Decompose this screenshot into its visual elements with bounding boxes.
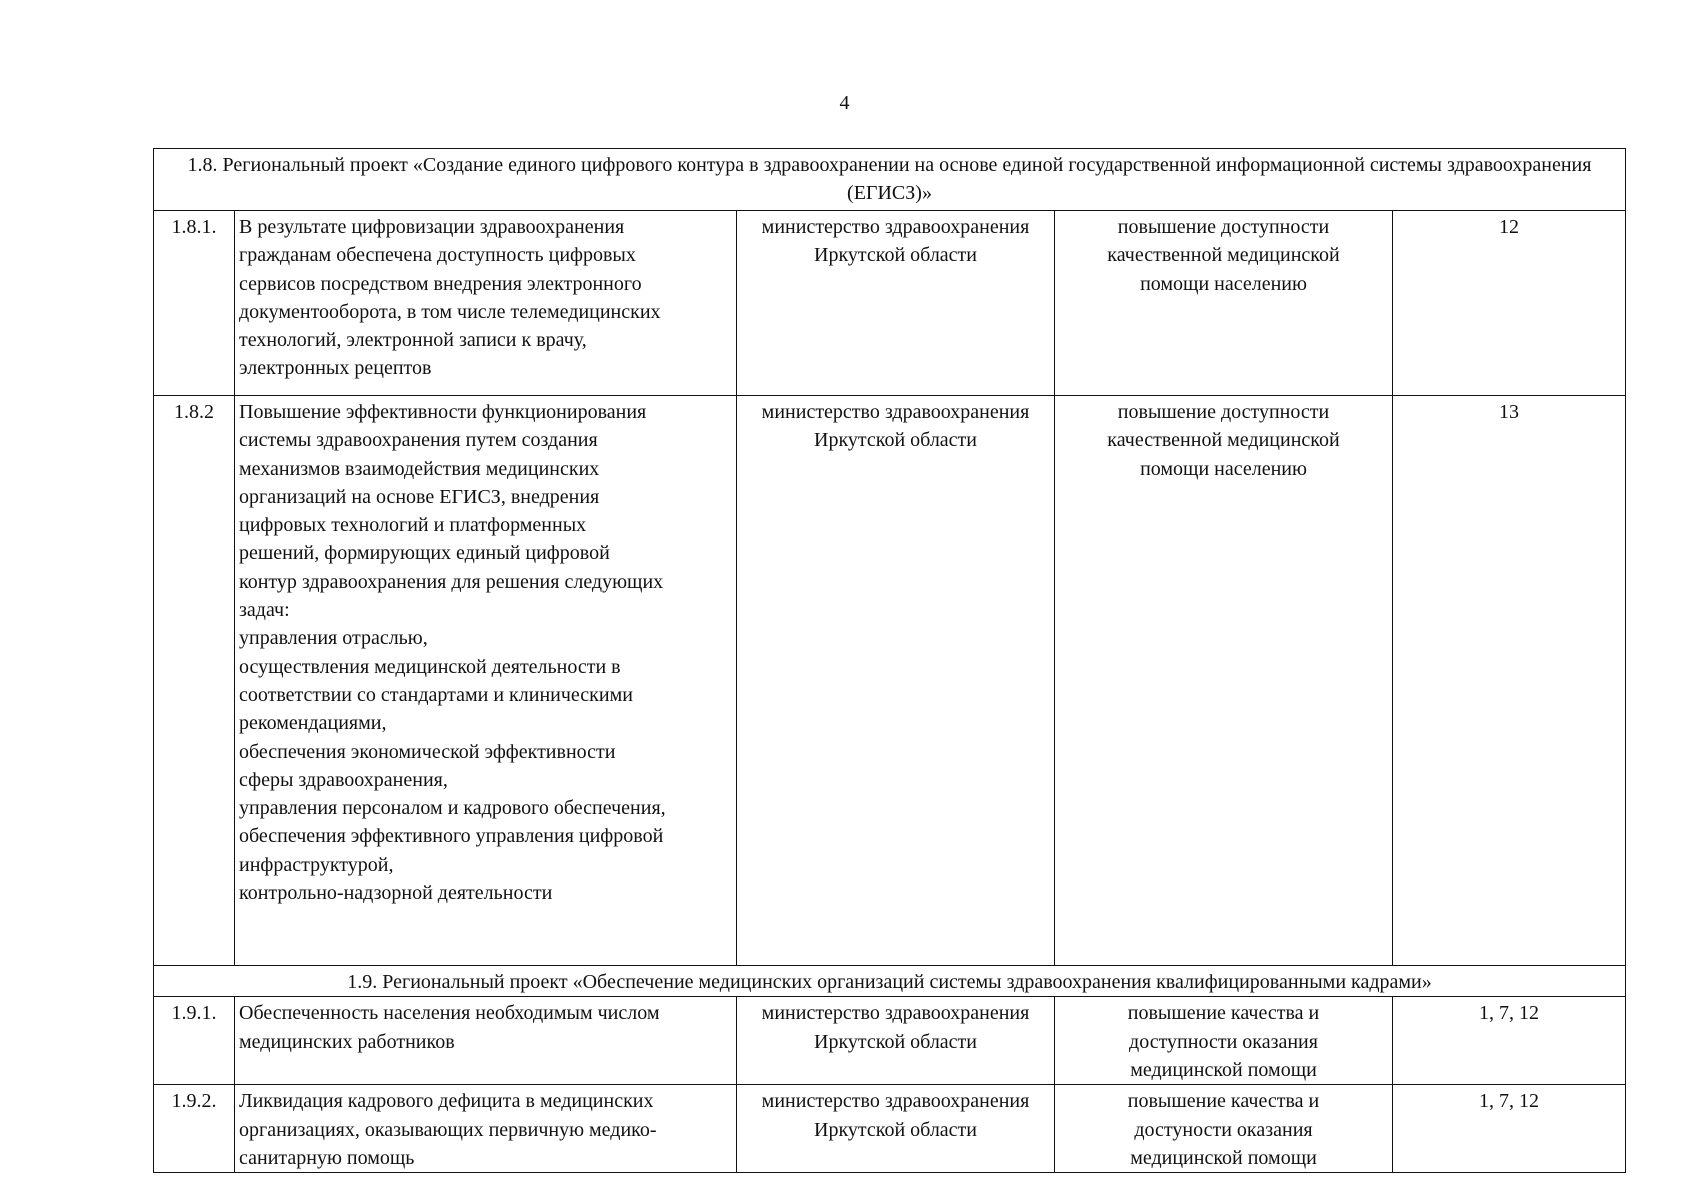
- expected-result: [1055, 997, 1393, 1085]
- responsible-organization: [737, 1085, 1055, 1173]
- description-line: рекомендациями,: [239, 712, 387, 735]
- result-line: качественной медицинской: [1107, 244, 1340, 267]
- responsible-organization: [737, 396, 1055, 966]
- organization-line: министерство здравоохранения: [761, 216, 1030, 238]
- page-number: 4: [839, 92, 850, 114]
- description-line: сферы здравоохранения,: [239, 768, 448, 791]
- result-line: достуности оказания: [1134, 1118, 1313, 1141]
- table-row: [154, 396, 1626, 966]
- description-line: медицинских работников: [239, 1030, 455, 1053]
- description-line: контур здравоохранения для решения следующих: [239, 570, 664, 593]
- section-title: 1.9. Региональный проект «Обеспечение медицинских организаций системы здравоохранения квалифицированными кадрами»: [154, 966, 1626, 997]
- description-line: обеспечения эффективного управления цифровой: [239, 825, 664, 848]
- description-line: управления персоналом и кадрового обеспечения,: [239, 797, 666, 820]
- organization-line: министерство здравоохранения: [761, 1002, 1030, 1025]
- expected-result: [1055, 396, 1393, 966]
- related-indicators: 12: [1393, 211, 1626, 396]
- measures-table-body: [154, 149, 1626, 1173]
- description-line: цифровых технологий и платформенных: [239, 514, 587, 537]
- description-line: соответствии со стандартами и клиническими: [239, 683, 633, 706]
- related-indicators: 1, 7, 12: [1393, 997, 1626, 1085]
- measure-description: [235, 211, 737, 396]
- description-line: Обеспеченность населения необходимым числом: [239, 1002, 660, 1025]
- description-line: В результате цифровизации здравоохранения: [239, 216, 625, 238]
- expected-result: [1055, 1085, 1393, 1173]
- description-line: организаций на основе ЕГИСЗ, внедрения: [239, 485, 600, 508]
- section-header-row: [154, 966, 1626, 997]
- related-indicators: 13: [1393, 396, 1626, 966]
- organization-line: Иркутской области: [814, 1118, 977, 1141]
- description-line: электронных рецептов: [239, 357, 432, 380]
- description-line: решений, формирующих единый цифровой: [239, 542, 610, 565]
- description-line: Повышение эффективности функционирования: [239, 401, 647, 423]
- result-line: повышение качества и: [1127, 1090, 1320, 1113]
- table-row: [154, 997, 1626, 1085]
- row-number: 1.9.2.: [154, 1085, 235, 1173]
- description-line: осуществления медицинской деятельности в: [239, 655, 621, 678]
- measures-table: [153, 148, 1626, 1173]
- organization-line: Иркутской области: [814, 1030, 977, 1053]
- measure-description: [235, 396, 737, 966]
- result-line: повышение доступности: [1117, 216, 1330, 238]
- result-line: медицинской помощи: [1130, 1058, 1317, 1081]
- responsible-organization: [737, 997, 1055, 1085]
- row-number: 1.8.2: [154, 396, 235, 966]
- description-line: организациях, оказывающих первичную медико-: [239, 1118, 657, 1141]
- measure-description: [235, 997, 737, 1085]
- organization-line: министерство здравоохранения: [761, 1090, 1030, 1113]
- expected-result: [1055, 211, 1393, 396]
- result-line: медицинской помощи: [1130, 1146, 1317, 1169]
- section-title: 1.8. Региональный проект «Создание единого цифрового контура в здравоохранении на основе единой государственной информационной системы здравоохранения (ЕГИСЗ)»: [154, 149, 1626, 211]
- result-line: повышение доступности: [1117, 401, 1330, 423]
- table-row: [154, 211, 1626, 396]
- description-line: системы здравоохранения путем создания: [239, 429, 598, 452]
- description-line: санитарную помощь: [239, 1146, 415, 1169]
- responsible-organization: [737, 211, 1055, 396]
- result-line: доступности оказания: [1129, 1030, 1318, 1053]
- result-line: помощи населению: [1140, 272, 1307, 295]
- description-line: контрольно-надзорной деятельности: [239, 882, 553, 905]
- result-line: качественной медицинской: [1107, 429, 1340, 452]
- description-line: обеспечения экономической эффективности: [239, 740, 616, 763]
- row-number: 1.9.1.: [154, 997, 235, 1085]
- related-indicators: 1, 7, 12: [1393, 1085, 1626, 1173]
- organization-line: министерство здравоохранения: [761, 401, 1030, 423]
- organization-line: Иркутской области: [814, 429, 977, 452]
- description-line: управления отраслью,: [239, 627, 428, 650]
- organization-line: Иркутской области: [814, 244, 977, 267]
- description-line: задач:: [239, 599, 290, 622]
- description-line: документооборота, в том числе телемедицинских: [239, 300, 661, 323]
- result-line: повышение качества и: [1127, 1002, 1320, 1025]
- description-line: технологий, электронной записи к врачу,: [239, 329, 587, 352]
- measure-description: [235, 1085, 737, 1173]
- row-number: 1.8.1.: [154, 211, 235, 396]
- description-line: Ликвидация кадрового дефицита в медицинских: [239, 1090, 654, 1113]
- description-line: сервисов посредством внедрения электронного: [239, 272, 642, 295]
- result-line: помощи населению: [1140, 457, 1307, 480]
- description-line: гражданам обеспечена доступность цифровых: [239, 244, 636, 267]
- section-header-row: [154, 149, 1626, 211]
- table-row: [154, 1085, 1626, 1173]
- description-line: механизмов взаимодействия медицинских: [239, 457, 600, 480]
- description-line: инфраструктурой,: [239, 853, 394, 876]
